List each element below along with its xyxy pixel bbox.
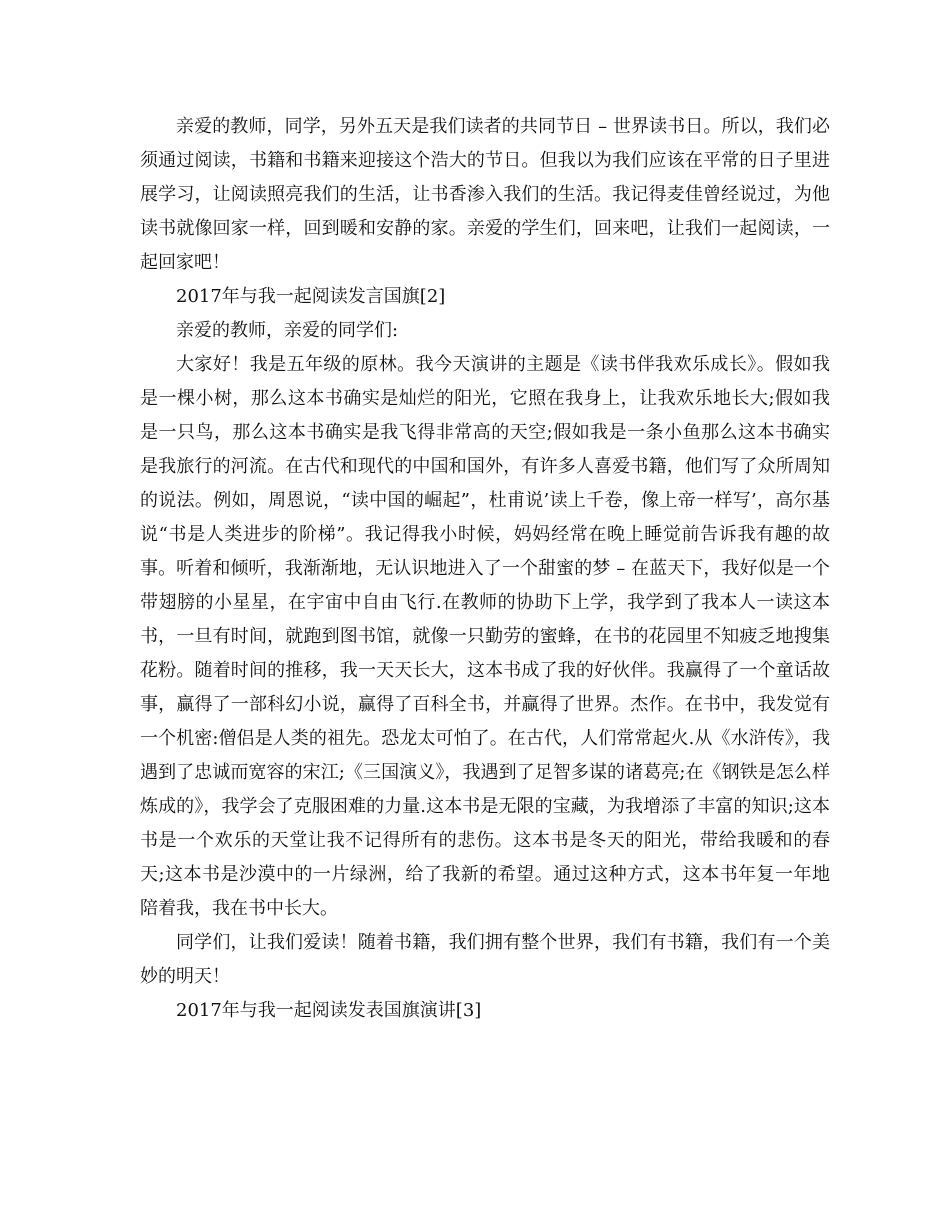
- paragraph-closing: 同学们，让我们爱读！随着书籍，我们拥有整个世界，我们有书籍，我们有一个美妙的明天！: [140, 932, 830, 987]
- section-heading-3: 2017年与我一起阅读发表国旗演讲[3]: [176, 1000, 482, 1021]
- paragraph-speech: 大家好！我是五年级的原林。我今天演讲的主题是《读书伴我欢乐成长》。假如我是一棵小树，那么这本书确实是灿烂的阳光，它照在我身上，让我欢乐地长大;假如我是一只鸟，那么这本书确实是我飞得非常高的天空;假如我是一条小鱼那么这本书确实是我旅行的河流。在古代和现代的中国和国外，有许多人喜爱书籍，他们写了众所周知的说法。例如，周恩说，“读中国的崛起”，杜甫说’读上千卷，像上帝一样写’，高尔基说“书是人类进步的阶梯”。我记得我小时候，妈妈经常在晚上睡觉前告诉我有趣的故事。听着和倾听，我渐渐地，无认识地进入了一个甜蜜的梦 – 在蓝天下，我好似是一个带翅膀的小星星，在宇宙中自由飞行.在教师的协助下上学，我学到了我本人一读这本书，一旦有时间，就跑到图书馆，就像一只勤劳的蜜蜂，在书的花园里不知疲乏地搜集花粉。随着时间的推移，我一天天长大，这本书成了我的好伙伴。我赢得了一个童话故事，赢得了一部科幻小说，赢得了百科全书，并赢得了世界。杰作。在书中，我发觉有一个机密:僧侣是人类的祖先。恐龙太可怕了。在古代，人们常常起火.从《水浒传》，我遇到了忠诚而宽容的宋江;《三国演义》，我遇到了足智多谋的诸葛亮;在《钢铁是怎么样炼成的》，我学会了克服困难的力量.这本书是无限的宝藏，为我增添了丰富的知识;这本书是一个欢乐的天堂让我不记得所有的悲伤。这本书是冬天的阳光，带给我暖和的春天;这本书是沙漠中的一片绿洲，给了我新的希望。通过这种方式，这本书年复一年地陪着我，我在书中长大。: [140, 354, 830, 919]
- section-heading-2: 2017年与我一起阅读发言国旗[2]: [176, 286, 446, 307]
- paragraph-intro: 亲爱的教师，同学，另外五天是我们读者的共同节日 – 世界读书日。所以，我们必须通过阅读，书籍和书籍来迎接这个浩大的节日。但我以为我们应该在平常的日子里进展学习，让阅读照亮我们的生活，让书香渗入我们的生活。我记得麦佳曾经说过，为他读书就像回家一样，回到暖和安静的家。亲爱的学生们，回来吧，让我们一起阅读，一起回家吧！: [140, 116, 830, 273]
- document-body: [140, 110, 830, 1028]
- salutation: 亲爱的教师，亲爱的同学们:: [176, 320, 399, 341]
